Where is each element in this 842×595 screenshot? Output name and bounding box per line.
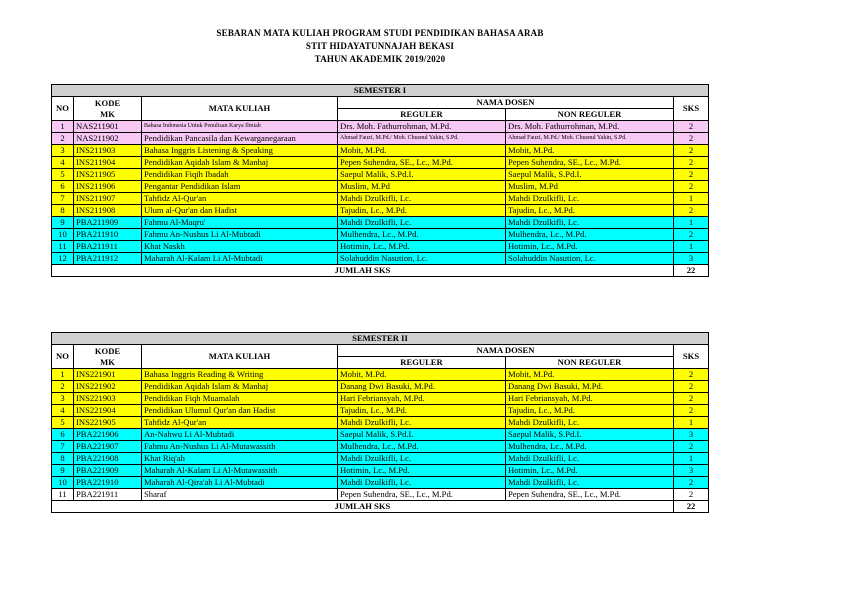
row-dosen-reguler: Pepen Suhendra, SE., Lc., M.Pd. xyxy=(338,489,506,501)
row-sks: 2 xyxy=(674,229,709,241)
row-dosen-reguler: Ahmad Fauzi, M.Pd./ Moh. Chusnul Yakin, S.Pd. xyxy=(338,133,506,145)
row-dosen-reguler: Drs. Moh. Fathurrohman, M.Pd. xyxy=(338,121,506,133)
row-kode-mk: INS211906 xyxy=(74,181,142,193)
semester-title: SEMESTER I xyxy=(52,85,709,97)
row-dosen-non-reguler: Hotimin, Lc., M.Pd. xyxy=(506,465,674,477)
row-dosen-non-reguler: Ahmad Fauzi, M.Pd./ Moh. Chusnul Yakin, S.Pd. xyxy=(506,133,674,145)
col-non-reguler: NON REGULER xyxy=(506,109,674,121)
row-mata-kuliah: Pengantar Pendidikan Islam xyxy=(142,181,338,193)
row-dosen-reguler: Hotimin, Lc., M.Pd. xyxy=(338,465,506,477)
row-kode-mk: PBA211912 xyxy=(74,253,142,265)
row-dosen-reguler: Mahdi Dzulkifli, Lc. xyxy=(338,453,506,465)
row-no: 7 xyxy=(52,441,74,453)
row-dosen-non-reguler: Mahdi Dzulkifli, Lc. xyxy=(506,217,674,229)
row-kode-mk: INS211903 xyxy=(74,145,142,157)
row-no: 11 xyxy=(52,241,74,253)
row-dosen-reguler: Tajudin, Lc., M.Pd. xyxy=(338,205,506,217)
row-sks: 3 xyxy=(674,465,709,477)
row-dosen-non-reguler: Tajudin, Lc., M.Pd. xyxy=(506,405,674,417)
row-sks: 2 xyxy=(674,477,709,489)
table-row xyxy=(52,489,709,501)
row-kode-mk: INS221904 xyxy=(74,405,142,417)
row-mata-kuliah: Fahmu An-Nushus Li Al-Mutawassith xyxy=(142,441,338,453)
row-dosen-non-reguler: Tajudin, Lc., M.Pd. xyxy=(506,205,674,217)
row-kode-mk: PBA211909 xyxy=(74,217,142,229)
row-sks: 2 xyxy=(674,133,709,145)
row-kode-mk: PBA221909 xyxy=(74,465,142,477)
row-sks: 2 xyxy=(674,145,709,157)
col-non-reguler: NON REGULER xyxy=(506,357,674,369)
row-no: 11 xyxy=(52,489,74,501)
row-dosen-non-reguler: Mahdi Dzulkifli, Lc. xyxy=(506,417,674,429)
row-no: 4 xyxy=(52,157,74,169)
row-mata-kuliah: Fahmu An-Nushus Li Al-Mubtadi xyxy=(142,229,338,241)
table-row xyxy=(52,205,709,217)
col-kode-line2: MK xyxy=(100,108,115,119)
col-kode-line1: KODE xyxy=(94,97,121,108)
semester-title-row xyxy=(52,333,709,345)
row-dosen-reguler: Mulhendra, Lc., M.Pd. xyxy=(338,441,506,453)
semester-1-table xyxy=(51,84,709,277)
table-row xyxy=(52,169,709,181)
row-mata-kuliah: An-Nahwu Li Al-Mubtadi xyxy=(142,429,338,441)
row-no: 3 xyxy=(52,393,74,405)
row-mata-kuliah: Bahasa Indonesia Untuk Penulisan Karya Ilmiah xyxy=(142,121,338,133)
row-no: 6 xyxy=(52,429,74,441)
row-mata-kuliah: Maharah Al-Qira'ah Li Al-Mubtadi xyxy=(142,477,338,489)
row-dosen-non-reguler: Hari Febriansyah, M.Pd. xyxy=(506,393,674,405)
table-row xyxy=(52,253,709,265)
row-mata-kuliah: Maharah Al-Kalam Li Al-Mutawassith xyxy=(142,465,338,477)
row-dosen-reguler: Mobit, M.Pd. xyxy=(338,369,506,381)
row-dosen-reguler: Hari Febriansyah, M.Pd. xyxy=(338,393,506,405)
row-dosen-reguler: Muslim, M.Pd xyxy=(338,181,506,193)
row-mata-kuliah: Pendidikan Aqidah Islam & Manhaj xyxy=(142,157,338,169)
row-no: 8 xyxy=(52,205,74,217)
column-header-row xyxy=(52,345,709,357)
row-mata-kuliah: Sharaf xyxy=(142,489,338,501)
row-dosen-non-reguler: Solahuddin Nasution, Lc. xyxy=(506,253,674,265)
col-reguler: REGULER xyxy=(338,357,506,369)
row-dosen-non-reguler: Saepul Malik, S.Pd.I. xyxy=(506,429,674,441)
table-row xyxy=(52,441,709,453)
table-row xyxy=(52,369,709,381)
row-dosen-reguler: Hotimin, Lc., M.Pd. xyxy=(338,241,506,253)
row-dosen-non-reguler: Pepen Suhendra, SE., Lc., M.Pd. xyxy=(506,157,674,169)
col-nama-dosen: NAMA DOSEN xyxy=(338,345,674,357)
row-dosen-reguler: Mahdi Dzulkifli, Lc. xyxy=(338,477,506,489)
row-dosen-reguler: Mahdi Dzulkifli, Lc. xyxy=(338,417,506,429)
row-no: 7 xyxy=(52,193,74,205)
row-dosen-reguler: Tajudin, Lc., M.Pd. xyxy=(338,405,506,417)
row-kode-mk: PBA211911 xyxy=(74,241,142,253)
table-row xyxy=(52,121,709,133)
row-mata-kuliah: Pendidikan Fiqih Ibadah xyxy=(142,169,338,181)
table-row xyxy=(52,181,709,193)
table-row xyxy=(52,157,709,169)
row-mata-kuliah: Bahasa Inggris Reading & Writing xyxy=(142,369,338,381)
row-mata-kuliah: Pendidikan Ulumul Qur'an dan Hadist xyxy=(142,405,338,417)
row-sks: 3 xyxy=(674,429,709,441)
row-kode-mk: INS221903 xyxy=(74,393,142,405)
row-no: 3 xyxy=(52,145,74,157)
row-kode-mk: NAS211901 xyxy=(74,121,142,133)
row-mata-kuliah: Khat Naskh xyxy=(142,241,338,253)
row-no: 10 xyxy=(52,477,74,489)
row-dosen-non-reguler: Danang Dwi Basuki, M.Pd. xyxy=(506,381,674,393)
row-sks: 2 xyxy=(674,393,709,405)
col-mata-kuliah: MATA KULIAH xyxy=(142,97,338,121)
row-kode-mk: PBA221910 xyxy=(74,477,142,489)
table-row xyxy=(52,241,709,253)
row-sks: 2 xyxy=(674,369,709,381)
row-kode-mk: INS221901 xyxy=(74,369,142,381)
total-label: JUMLAH SKS xyxy=(52,265,674,277)
row-sks: 2 xyxy=(674,121,709,133)
column-header-row xyxy=(52,97,709,109)
semester-title-row xyxy=(52,85,709,97)
row-no: 5 xyxy=(52,169,74,181)
col-nama-dosen: NAMA DOSEN xyxy=(338,97,674,109)
document-header xyxy=(0,27,760,66)
semester-title: SEMESTER II xyxy=(52,333,709,345)
row-mata-kuliah: Bahasa Inggris Listening & Speaking xyxy=(142,145,338,157)
row-no: 4 xyxy=(52,405,74,417)
col-sks: SKS xyxy=(674,345,709,369)
row-dosen-reguler: Mahdi Dzulkifli, Lc. xyxy=(338,193,506,205)
row-sks: 2 xyxy=(674,181,709,193)
row-sks: 2 xyxy=(674,441,709,453)
row-kode-mk: PBA221906 xyxy=(74,429,142,441)
row-kode-mk: INS211905 xyxy=(74,169,142,181)
row-sks: 2 xyxy=(674,381,709,393)
table-row xyxy=(52,405,709,417)
row-mata-kuliah: Tahfidz Al-Qur'an xyxy=(142,193,338,205)
table-row xyxy=(52,145,709,157)
row-sks: 1 xyxy=(674,193,709,205)
row-dosen-non-reguler: Muslim, M.Pd xyxy=(506,181,674,193)
row-dosen-reguler: Pepen Suhendra, SE., Lc., M.Pd. xyxy=(338,157,506,169)
table-row xyxy=(52,217,709,229)
row-kode-mk: INS221905 xyxy=(74,417,142,429)
row-mata-kuliah: Fahmu Al-Maqru' xyxy=(142,217,338,229)
academic-year: TAHUN AKADEMIK 2019/2020 xyxy=(314,54,446,64)
row-dosen-non-reguler: Hotimin, Lc., M.Pd. xyxy=(506,241,674,253)
col-kode xyxy=(74,345,142,369)
table-row xyxy=(52,229,709,241)
row-no: 2 xyxy=(52,381,74,393)
row-dosen-reguler: Solahuddin Nasution, Lc. xyxy=(338,253,506,265)
col-kode-line2: MK xyxy=(100,356,115,367)
col-no: NO xyxy=(52,97,74,121)
row-sks: 3 xyxy=(674,253,709,265)
row-sks: 2 xyxy=(674,489,709,501)
total-sks: 22 xyxy=(674,265,709,277)
total-label: JUMLAH SKS xyxy=(52,501,674,513)
col-no: NO xyxy=(52,345,74,369)
table-row xyxy=(52,477,709,489)
row-mata-kuliah: Khat Riq'ah xyxy=(142,453,338,465)
col-sks: SKS xyxy=(674,97,709,121)
table-row xyxy=(52,429,709,441)
row-sks: 2 xyxy=(674,169,709,181)
row-mata-kuliah: Maharah Al-Kalam Li Al-Mubtadi xyxy=(142,253,338,265)
row-dosen-reguler: Mobit, M.Pd. xyxy=(338,145,506,157)
row-dosen-reguler: Mulhendra, Lc., M.Pd. xyxy=(338,229,506,241)
row-dosen-reguler: Mahdi Dzulkifli, Lc. xyxy=(338,217,506,229)
row-kode-mk: PBA211910 xyxy=(74,229,142,241)
row-dosen-non-reguler: Mahdi Dzulkifli, Lc. xyxy=(506,477,674,489)
row-sks: 1 xyxy=(674,241,709,253)
table-row xyxy=(52,417,709,429)
table-row xyxy=(52,193,709,205)
row-sks: 2 xyxy=(674,205,709,217)
row-sks: 2 xyxy=(674,157,709,169)
col-mata-kuliah: MATA KULIAH xyxy=(142,345,338,369)
row-kode-mk: PBA221907 xyxy=(74,441,142,453)
row-sks: 1 xyxy=(674,217,709,229)
row-mata-kuliah: Pendidikan Aqidah Islam & Manhaj xyxy=(142,381,338,393)
row-kode-mk: PBA221911 xyxy=(74,489,142,501)
row-dosen-reguler: Saepul Malik, S.Pd.I. xyxy=(338,169,506,181)
col-kode-line1: KODE xyxy=(94,345,121,356)
table-row xyxy=(52,393,709,405)
row-dosen-non-reguler: Mulhendra, Lc., M.Pd. xyxy=(506,441,674,453)
row-sks: 1 xyxy=(674,417,709,429)
row-sks: 2 xyxy=(674,405,709,417)
row-kode-mk: NAS211902 xyxy=(74,133,142,145)
row-no: 8 xyxy=(52,453,74,465)
row-no: 5 xyxy=(52,417,74,429)
row-mata-kuliah: Ulum al-Qur'an dan Hadist xyxy=(142,205,338,217)
row-no: 1 xyxy=(52,369,74,381)
row-no: 9 xyxy=(52,465,74,477)
row-no: 10 xyxy=(52,229,74,241)
row-dosen-non-reguler: Mahdi Dzulkifli, Lc. xyxy=(506,193,674,205)
row-dosen-non-reguler: Saepul Malik, S.Pd.I. xyxy=(506,169,674,181)
row-no: 1 xyxy=(52,121,74,133)
row-mata-kuliah: Pendidikan Pancasila dan Kewarganegaraan xyxy=(142,133,338,145)
row-no: 12 xyxy=(52,253,74,265)
row-kode-mk: PBA221908 xyxy=(74,453,142,465)
institution-name: STIT HIDAYATUNNAJAH BEKASI xyxy=(305,41,455,51)
row-dosen-reguler: Danang Dwi Basuki, M.Pd. xyxy=(338,381,506,393)
semester-2-table xyxy=(51,332,709,513)
row-dosen-non-reguler: Drs. Moh. Fathurrohman, M.Pd. xyxy=(506,121,674,133)
row-dosen-non-reguler: Mobit, M.Pd. xyxy=(506,145,674,157)
row-sks: 1 xyxy=(674,453,709,465)
row-no: 9 xyxy=(52,217,74,229)
row-dosen-non-reguler: Mobit, M.Pd. xyxy=(506,369,674,381)
table-row xyxy=(52,381,709,393)
col-kode xyxy=(74,97,142,121)
row-kode-mk: INS221902 xyxy=(74,381,142,393)
col-reguler: REGULER xyxy=(338,109,506,121)
total-row xyxy=(52,501,709,513)
row-kode-mk: INS211907 xyxy=(74,193,142,205)
table-row xyxy=(52,133,709,145)
total-sks: 22 xyxy=(674,501,709,513)
row-mata-kuliah: Tahfidz Al-Qur'an xyxy=(142,417,338,429)
row-dosen-non-reguler: Mahdi Dzulkifli, Lc. xyxy=(506,453,674,465)
row-kode-mk: INS211908 xyxy=(74,205,142,217)
document-title: SEBARAN MATA KULIAH PROGRAM STUDI PENDIDIKAN BAHASA ARAB xyxy=(216,28,544,38)
table-row xyxy=(52,465,709,477)
table-row xyxy=(52,453,709,465)
row-dosen-reguler: Saepul Malik, S.Pd.I. xyxy=(338,429,506,441)
row-kode-mk: INS211904 xyxy=(74,157,142,169)
row-no: 6 xyxy=(52,181,74,193)
row-dosen-non-reguler: Mulhendra, Lc., M.Pd. xyxy=(506,229,674,241)
row-no: 2 xyxy=(52,133,74,145)
row-dosen-non-reguler: Pepen Suhendra, SE., Lc., M.Pd. xyxy=(506,489,674,501)
total-row xyxy=(52,265,709,277)
row-mata-kuliah: Pendidikan Fiqh Muamalah xyxy=(142,393,338,405)
